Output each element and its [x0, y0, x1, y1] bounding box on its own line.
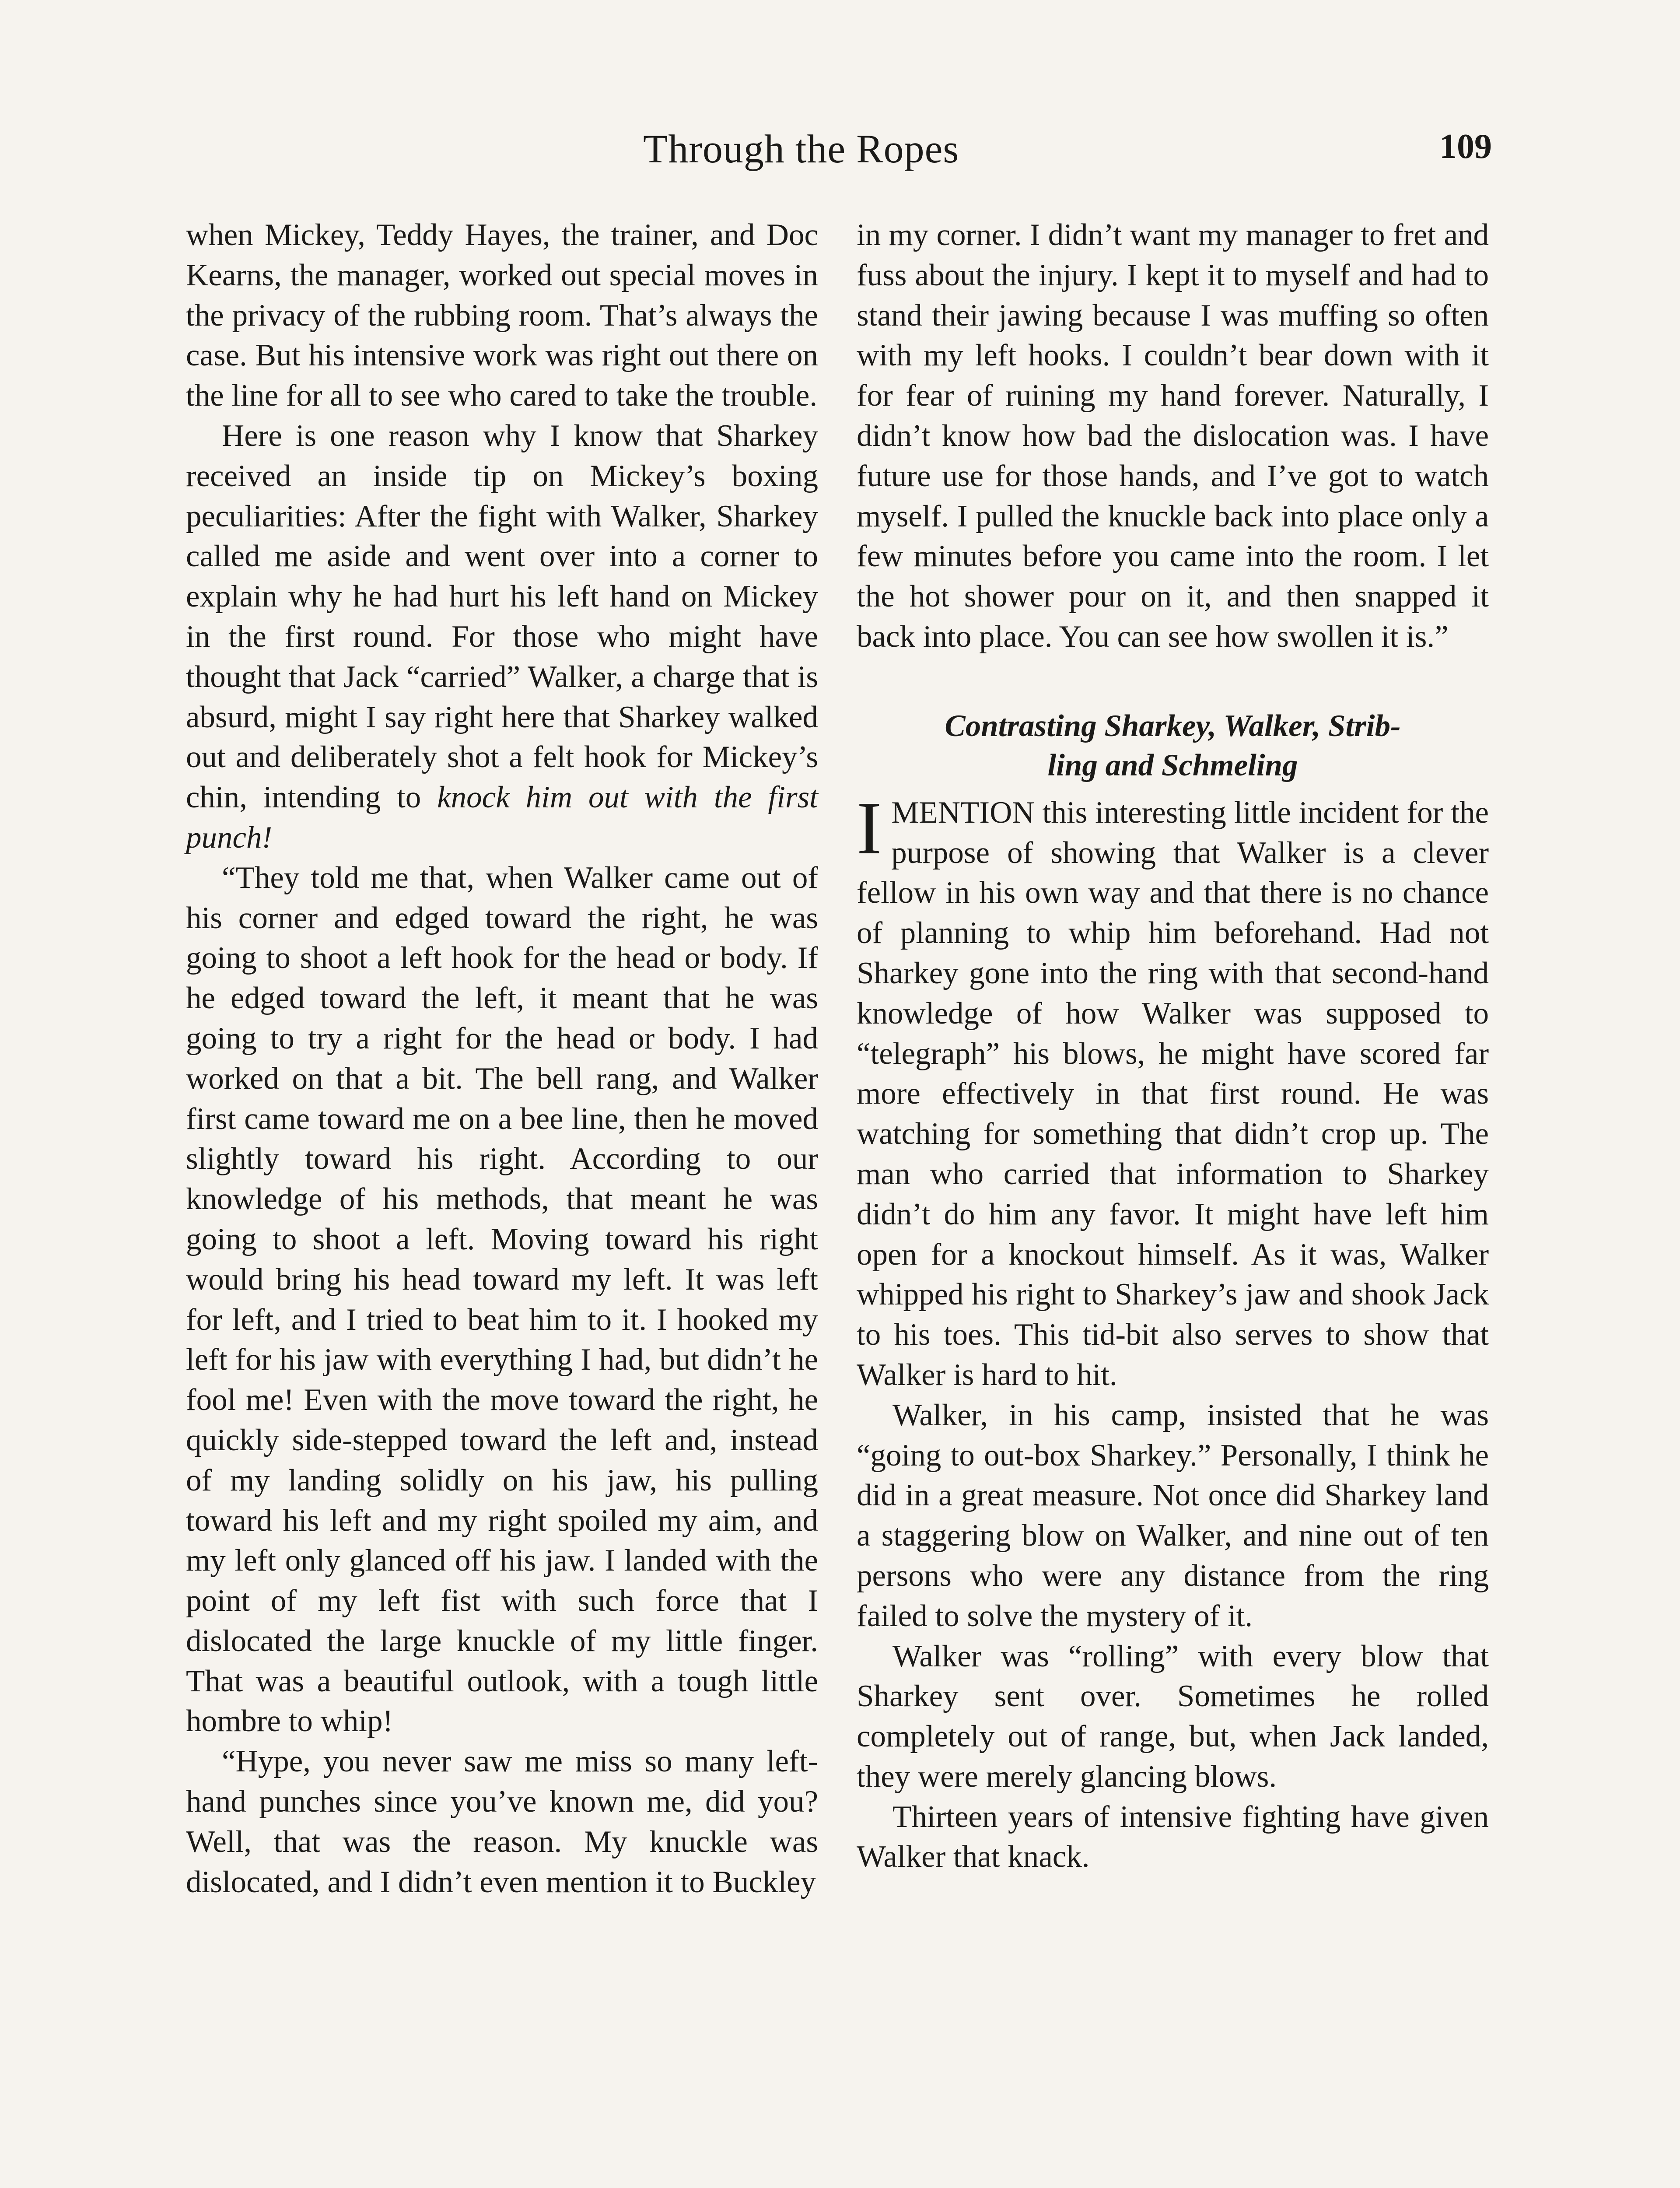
- paragraph: “Hype, you never saw me miss so many left-hand punches since you’ve known me, did you? Well, that was the reason. My knuckle was dislocated, and I didn’t even mention it to Buckley: [186, 1744, 818, 1899]
- italic-phrase: knock him out with the first punch!: [186, 780, 818, 855]
- paragraph: Thirteen years of intensive fighting have given Walker that knack.: [857, 1799, 1489, 1874]
- paragraph-text: MENTION this interesting little incident for the purpose of showing that Walker is a clever fellow in his own way and that there is no chance of planning to whip him beforehand. Had not Sharkey gone into the ring with that second-hand knowledge of how Walker was supposed to “telegraph” his blows, he might have scored far more effectively in that first round. He was watching for something that didn’t crop up. The man who carried that information to Sharkey didn’t do him any favor. It might have left him open for a knockout himself. As it was, Walker whipped his right to Sharkey’s jaw and shook Jack to his toes. This tid-bit also serves to show that Walker is hard to hit.: [857, 795, 1489, 1392]
- subheading-line: ling and Schmeling: [1047, 748, 1298, 782]
- left-column: [186, 215, 818, 1902]
- page-number: 109: [1439, 127, 1492, 166]
- running-title: Through the Ropes: [643, 126, 959, 171]
- right-column: [857, 215, 1489, 1877]
- paragraph: [186, 416, 818, 858]
- paragraph: in my corner. I didn’t want my manager to fret and fuss about the injury. I kept it to myself and had to stand their jawing because I was muffing so often with my left hooks. I couldn’t bear down with it for fear of ruining my hand forever. Naturally, I didn’t know how bad the dislocation was. I have future use for those hands, and I’ve got to watch myself. I pulled the knuckle back into place only a few minutes before you came into the room. I let the hot shower pour on it, and then snapped it back into place. You can see how swollen it is.”: [857, 218, 1489, 654]
- paragraph: [857, 786, 1489, 1396]
- paragraph: Walker, in his camp, insisted that he was “going to out-box Sharkey.” Personally, I think he did in a great measure. Not once did Sharkey land a staggering blow on Walker, and nine out of ten persons who were any distance from the ring failed to solve the mystery of it.: [857, 1398, 1489, 1633]
- paragraph: “They told me that, when Walker came out of his corner and edged toward the right, he was going to shoot a left hook for the head or body. If he edged toward the left, it meant that he was going to try a right for the head or body. I had worked on that a bit. The bell rang, and Walker first came toward me on a bee line, then he moved slightly toward his right. According to our knowledge of his methods, that meant he was going to shoot a left. Moving toward his right would bring his head toward my left. It was left for left, and I tried to beat him to it. I hooked my left for his jaw with everything I had, but didn’t he fool me! Even with the move toward the right, he quickly side-stepped toward the left and, instead of my landing solidly on his jaw, his pulling toward his left and my right spoiled my aim, and my left only glanced off his jaw. I landed with the point of my left fist with such force that I dislocated the large knuckle of my little finger. That was a beautiful outlook, with a tough little hombre to whip!: [186, 860, 818, 1739]
- section-subheading: [857, 706, 1489, 785]
- paragraph-text: Here is one reason why I know that Sharkey received an inside tip on Mickey’s boxing peculiarities: After the fight with Walker, Sharkey called me aside and went over into a corner to explain why he had hurt his left hand on Mickey in the first round. For those who might have thought that Jack “carried” Walker, a charge that is absurd, might I say right here that Sharkey walked out and deliberately shot a felt hook for Mickey’s chin, intending to: [186, 418, 818, 815]
- paragraph: Walker was “rolling” with every blow that Sharkey sent over. Sometimes he rolled completely out of range, but, when Jack landed, they were merely glancing blows.: [857, 1639, 1489, 1794]
- drop-cap: I: [857, 786, 882, 870]
- subheading-line: Contrasting Sharkey, Walker, Strib-: [945, 708, 1401, 743]
- paragraph: when Mickey, Teddy Hayes, the trainer, and Doc Kearns, the manager, worked out special moves in the privacy of the rubbing room. That’s always the case. But his intensive work was right out there on the line for all to see who cared to take the trouble.: [186, 218, 818, 413]
- page-header: [0, 118, 1680, 179]
